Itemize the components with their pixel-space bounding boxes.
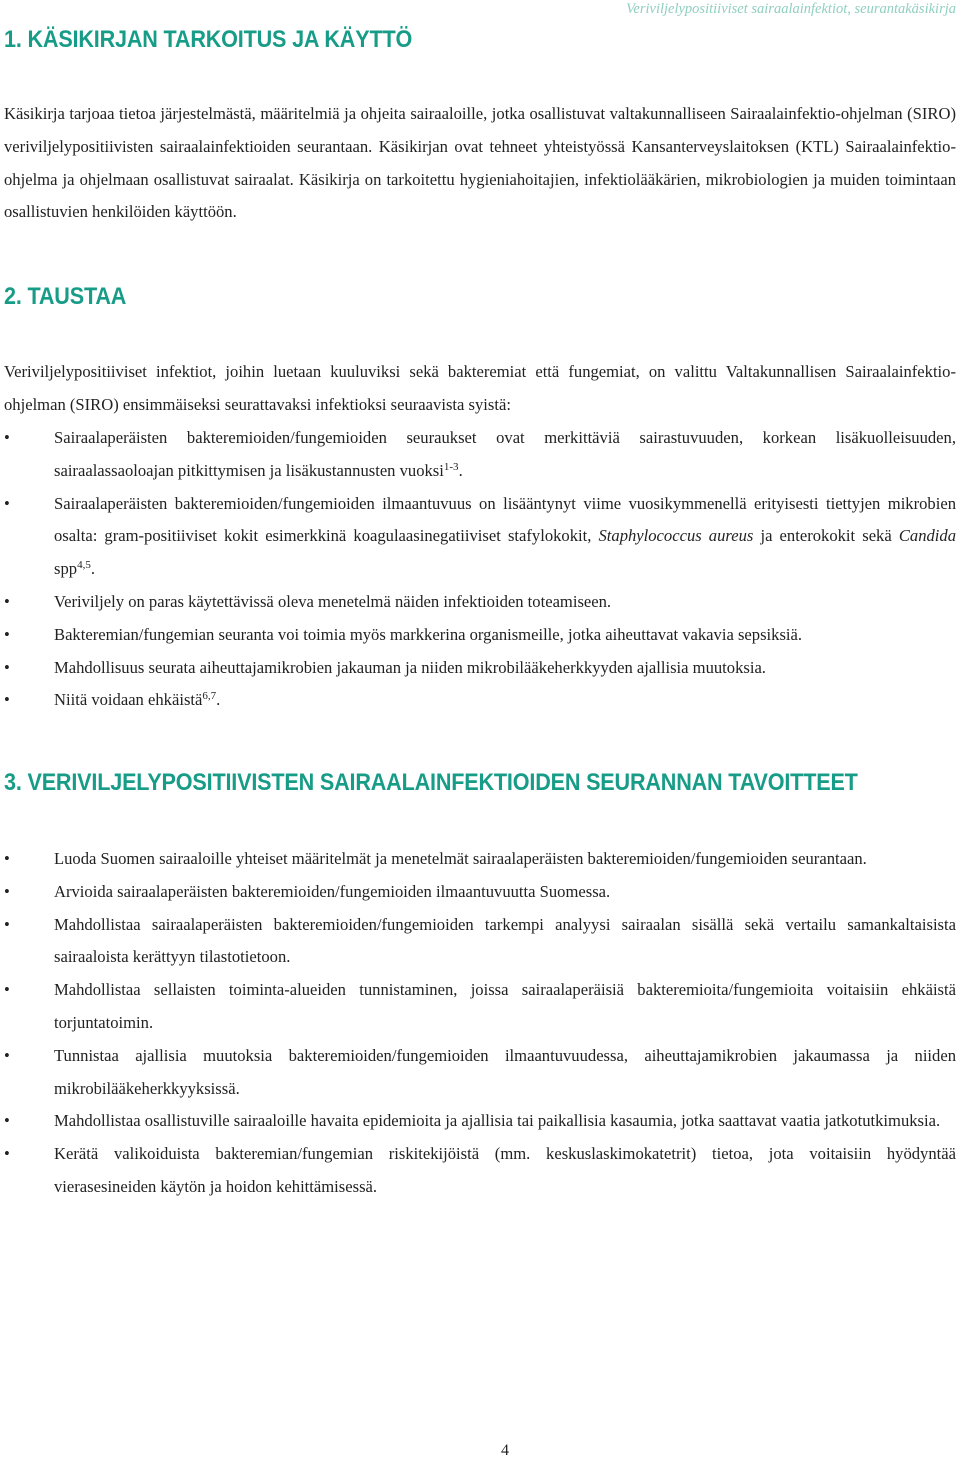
- bullet-glyph: •: [4, 1144, 10, 1164]
- bullet-glyph: •: [4, 493, 10, 513]
- page-number: 4: [501, 1442, 509, 1459]
- list-item: [0, 1040, 956, 1106]
- section-1-heading: 1. KÄSIKIRJAN TARKOITUS JA KÄYTTÖ: [4, 26, 413, 53]
- section-2-bullet-list: [0, 422, 956, 717]
- list-item: [0, 652, 956, 685]
- list-item: [0, 422, 956, 488]
- list-item-text: Niitä voidaan ehkäistä: [54, 690, 203, 710]
- list-item-text: Veriviljely on paras käytettävissä oleva menetelmä näiden infektioiden toteamiseen.: [54, 591, 612, 611]
- list-item: [0, 1105, 956, 1138]
- list-item-end: .: [90, 559, 95, 579]
- section-2-paragraph: Veriviljelypositiiviset infektiot, joihin luetaan kuuluviksi sekä bakteremiat että fungemiat, on valittu Valtakunnallisen Sairaalainfektio-ohjelman (SIRO) ensimmäiseksi seurattavaksi infektioksi seuraavista syistä:: [4, 362, 956, 414]
- bullet-glyph: •: [4, 657, 10, 677]
- bullet-glyph: •: [4, 1045, 10, 1065]
- list-item-text: Luoda Suomen sairaaloille yhteiset määritelmät ja menetelmät sairaalaperäisten bakteremioiden/fungemioiden seurantaan.: [54, 849, 867, 868]
- bullet-glyph: •: [4, 849, 10, 868]
- bullet-glyph: •: [4, 591, 10, 611]
- genus-name: Candida: [898, 526, 956, 546]
- bullet-glyph: •: [4, 914, 10, 934]
- list-item: [0, 586, 956, 619]
- bullet-glyph: •: [4, 881, 10, 901]
- list-item: [0, 488, 956, 586]
- list-item-text: Mahdollisuus seurata aiheuttajamikrobien jakauman ja niiden mikrobilääkeherkkyyden ajallisia muutoksia.: [54, 657, 766, 677]
- running-header: Veriviljelypositiiviset sairaalainfektiot, seurantakäsikirja: [626, 1, 956, 17]
- list-item-end: .: [458, 460, 463, 480]
- list-item-text: Sairaalaperäisten bakteremioiden/fungemioiden ilmaantuvuus on lisääntynyt viime vuosikymmenellä erityisesti tiettyjen mikrobien osalta: gram-positiiviset kokit esimerkkinä koagulaasinegatiiviset stafylokokit,: [54, 493, 956, 546]
- list-item-text: Bakteremian/fungemian seuranta voi toimia myös markkerina organismeille, jotka aiheuttavat vakavia sepsiksiä.: [54, 624, 803, 644]
- section-1-paragraph: Käsikirja tarjoaa tietoa järjestelmästä, määritelmiä ja ohjeita sairaaloille, jotka osallistuvat valtakunnalliseen Sairaalainfektio-ohjelman (SIRO) veriviljelypositiivisten sairaalainfektioiden seurantaan. Käsikirjan ovat tehneet yhteistyössä Kansanterveyslaitoksen (KTL) Sairaalainfektio-ohjelma ja ohjelmaan osallistuvat sairaalat. Käsikirja on tarkoitettu hygieniahoitajien, infektiolääkärien, mikrobiologien ja muiden toimintaan osallistuvien henkilöiden käyttöön.: [4, 104, 956, 222]
- list-item: [0, 843, 956, 876]
- bullet-glyph: •: [4, 624, 10, 644]
- list-item: [0, 974, 956, 1040]
- list-item: [0, 876, 956, 909]
- list-item-text: Mahdollistaa sairaalaperäisten bakteremioiden/fungemioiden tarkempi analyysi sairaalan sisällä sekä vertailu samankaltaisista sairaaloista kerättyyn tilastotietoon.: [54, 914, 956, 967]
- list-item-text: Sairaalaperäisten bakteremioiden/fungemioiden seuraukset ovat merkittäviä sairastuvuuden, korkean lisäkuolleisuuden, sairaalassaoloajan pitkittymisen ja lisäkustannusten vuoksi: [54, 428, 956, 480]
- list-item: [0, 1138, 956, 1204]
- species-name: Staphylococcus aureus: [598, 526, 754, 546]
- list-item-text-after: spp: [54, 559, 78, 579]
- bullet-glyph: •: [4, 980, 10, 1000]
- list-item-text: Tunnistaa ajallisia muutoksia bakteremioiden/fungemioiden ilmaantuvuudessa, aiheuttajamikrobien jakaumassa ja niiden mikrobilääkeherkkyyksissä.: [54, 1045, 956, 1098]
- list-item-end: .: [216, 690, 221, 710]
- list-item-text: Mahdollistaa osallistuville sairaaloille havaita epidemioita ja ajallisia tai paikallisia kasaumia, jotka saattavat vaatia jatkotutkimuksia.: [54, 1111, 941, 1131]
- section-2-heading: 2. TAUSTAA: [4, 283, 127, 310]
- reference-superscript: 6,7: [202, 690, 217, 703]
- list-item-text-mid: ja enterokokit sekä: [753, 526, 899, 546]
- reference-superscript: 4,5: [77, 559, 91, 572]
- section-3-heading: 3. VERIVILJELYPOSITIIVISTEN SAIRAALAINFEKTIOIDEN SEURANNAN TAVOITTEET: [4, 769, 858, 796]
- reference-superscript: 1-3: [443, 460, 459, 473]
- section-3-bullet-list: [0, 843, 956, 1204]
- bullet-glyph: •: [4, 428, 10, 447]
- list-item-text: Mahdollistaa sellaisten toiminta-alueiden tunnistaminen, joissa sairaalaperäisiä bakteremioita/fungemioita voitaisiin ehkäistä torjuntatoimin.: [54, 980, 956, 1032]
- list-item-text: Kerätä valikoiduista bakteremian/fungemian riskitekijöistä (mm. keskuslaskimokatetrit) tietoa, jota voitaisiin hyödyntää vierasesineiden käytön ja hoidon kehittämisessä.: [54, 1144, 956, 1196]
- list-item: [0, 909, 956, 975]
- bullet-glyph: •: [4, 1111, 10, 1131]
- list-item: [0, 619, 956, 652]
- list-item-text: Arvioida sairaalaperäisten bakteremioiden/fungemioiden ilmaantuvuutta Suomessa.: [54, 881, 611, 901]
- list-item: [0, 684, 956, 717]
- bullet-glyph: •: [4, 690, 10, 710]
